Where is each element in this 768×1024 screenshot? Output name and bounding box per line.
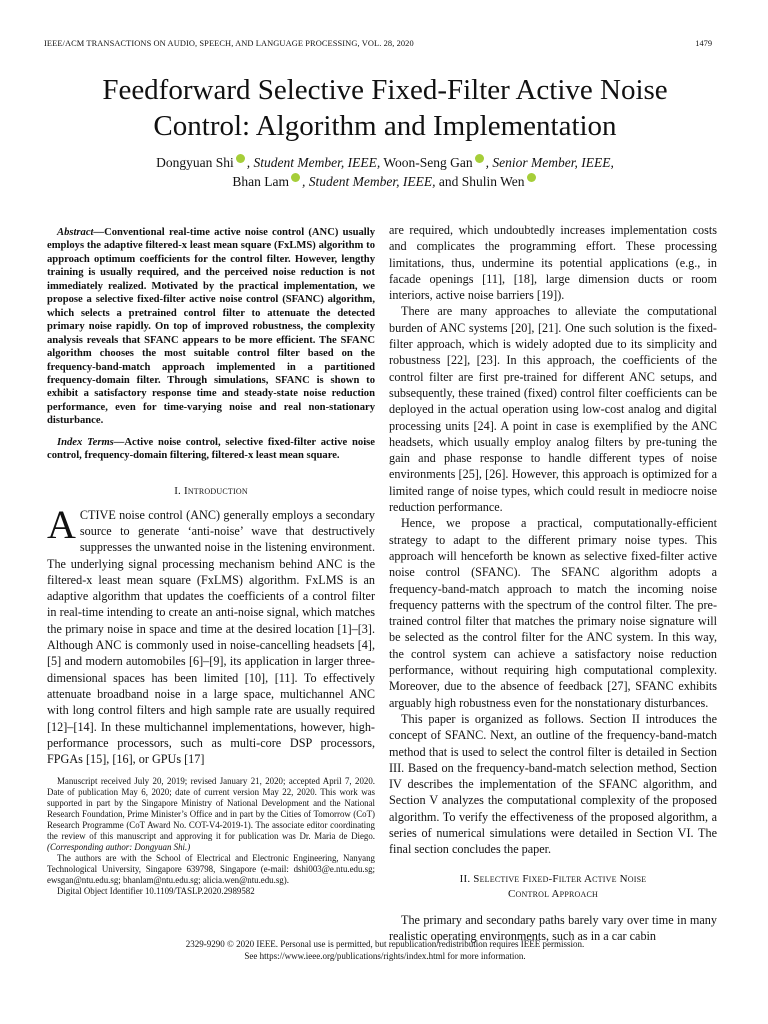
- right-column: [389, 222, 717, 944]
- page-number: 1479: [695, 39, 712, 48]
- author-name: Dongyuan Shi: [156, 155, 234, 170]
- author-list: [40, 153, 730, 191]
- footnote-manuscript-text: Manuscript received July 20, 2019; revised January 21, 2020; accepted April 7, 2020. Date of publication May 6, 2020; date of current version May 22, 2020. This work was supported in part by the Singapore Ministry of National Development and the National Research Foundation, Prime Minister’s Office and in part by the Cities of Tomorrow (CoT) Research Programme (CoT Award No. COT-V4-2019-1). The associate editor coordinating the review of this manuscript and approving it for publication was Dr. Maria de Diego.: [47, 776, 375, 841]
- running-header: IEEE/ACM TRANSACTIONS ON AUDIO, SPEECH, AND LANGUAGE PROCESSING, VOL. 28, 2020: [44, 39, 414, 48]
- intro-paragraph: [47, 501, 375, 768]
- title-line-1: Feedforward Selective Fixed-Filter Active Noise: [102, 74, 668, 106]
- paragraph: are required, which undoubtedly increases implementation costs and complicates the programming effort. These processing limitations, thus, undermine its potential applications (e.g., in facade openings [11], [18], large dimension ducts or room interiors, active noise barriers [19]).: [389, 223, 717, 303]
- paragraph: The primary and secondary paths barely vary over time in many realistic operating environments, such as in a car cabin: [389, 912, 717, 943]
- footnote-manuscript: [47, 776, 375, 853]
- index-terms-lead: Index Terms—: [57, 436, 125, 448]
- drop-cap: A: [47, 501, 76, 547]
- section-heading-line-1: [389, 872, 717, 887]
- index-terms-text: Active noise control, selective fixed-filter active noise control, frequency-domain filtering, filtered-x least mean square.: [47, 436, 375, 462]
- footnote: [47, 776, 375, 897]
- section-numeral: II.: [459, 872, 471, 885]
- paragraph: There are many approaches to alleviate the computational burden of ANC systems [20], [21]. One such solution is the fixed-filter approach, which is widely adopted due to its simplicity and robustness [22], [23]. In this approach, the coefficients of the control filter are first pre-trained for different ANC setups, and subsequently, these trained (fixed) control filter coefficients can be deployed in the actual operation using low-cost analog and digital processing units [24]. A point in case is exemplified by the ANC headsets, which usually employ analog filters by pre-tuning the gain and phase response to handle different types of noise environments [25], [26]. However, this approach is optimized for a limited range of noise types, which could result in mediocre noise reduction performance.: [389, 304, 717, 515]
- orcid-icon[interactable]: [291, 173, 300, 182]
- author-name: Bhan Lam: [232, 174, 290, 189]
- section-numeral: I.: [174, 484, 182, 497]
- abstract-lead: Abstract—: [57, 227, 105, 238]
- copyright-line-1: 2329-9290 © 2020 IEEE. Personal use is permitted, but republication/redistribution requires IEEE permission.: [185, 939, 585, 949]
- orcid-icon[interactable]: [475, 154, 484, 163]
- orcid-icon[interactable]: [236, 154, 245, 163]
- author-membership: , Student Member, IEEE,: [302, 174, 436, 189]
- author-name: Woon-Seng Gan: [380, 155, 473, 170]
- paragraph: This paper is organized as follows. Section II introduces the concept of SFANC. Next, an outline of the frequency-band-match method that is used to select the control filter is detailed in Section III. Based on the frequency-band-match selection method, Section IV describes the implementation of the SFANC algorithm, and Section V analyzes the computational complexity of the proposed algorithm. To verify the effectiveness of the proposed algorithm, a series of numerical simulations were detailed in Section VI. The final section concludes the paper.: [389, 711, 717, 857]
- left-column: [47, 222, 375, 767]
- section-heading: [389, 872, 717, 902]
- author-line-2: [40, 172, 730, 191]
- copyright-line-2: See https://www.ieee.org/publications/rights/index.html for more information.: [244, 950, 526, 961]
- paragraph: Hence, we propose a practical, computationally-efficient strategy to adapt to the different primary noise types. This approach will henceforth be known as selective fixed-filter active noise control (SFANC). The SFANC algorithm adopts a frequency-band-match approach to match the incoming noise frequency patterns with the spectrum of the control filter. The pre-trained control filter that matches the primary noise signature will be selected as the control filter for the ANC system. In this way, the control system can achieve a satisfactory noise reduction performance, without requiring high computational complexity. Moreover, due to the absence of feedback [27], SFANC exhibits arguably high robustness even for the nonstationary disturbances.: [389, 516, 717, 710]
- author-name: and Shulin Wen: [435, 174, 525, 189]
- paper-title: [40, 72, 730, 144]
- author-line-1: [40, 153, 730, 172]
- section-heading-line-2: Control Approach: [508, 887, 598, 900]
- author-membership: , Senior Member, IEEE,: [485, 155, 614, 170]
- section-heading: [47, 485, 375, 497]
- author-membership: , Student Member, IEEE,: [246, 155, 381, 170]
- abstract: [47, 226, 375, 428]
- copyright-notice: [40, 939, 730, 962]
- corresponding-author: (Corresponding author: Dongyuan Shi.): [47, 842, 191, 852]
- footnote-affiliation: The authors are with the School of Electrical and Electronic Engineering, Nanyang Technological University, Singapore 639798, Singapore (e-mail: dshi003@e.ntu.edu.sg; ewsgan@ntu.edu.sg; bhanlam@ntu.edu.sg; alicia.wen@ntu.edu.sg).: [47, 853, 375, 885]
- intro-text: CTIVE noise control (ANC) generally employs a secondary source to generate ‘anti-noise’ wave that destructively suppresses the unwanted noise in the listening environment. The underlying signal processing mechanism behind ANC is the filtered-x least mean square (FxLMS) algorithm. FxLMS is an adaptive algorithm that updates the coefficients of a control filter in real-time intending to create an anti-noise signal, which matches the primary noise in space and time at the desired location [1]–[3]. Although ANC is commonly used in noise-cancelling headsets [4], [5] and modern automobiles [6]–[9], its application in larger three-dimensional spaces has been limited [10], [11]. To effectively attenuate broadband noise in a large space, multichannel ANC with long control filters and high sample rate are usually required [12]–[14]. In these multichannel implementations, however, high-performance processors, such as multi-core DSP processors, FPGAs [15], [16], or GPUs [17]: [47, 507, 375, 767]
- index-terms: [47, 436, 375, 463]
- footnote-doi: Digital Object Identifier 10.1109/TASLP.2020.2989582: [57, 886, 255, 896]
- orcid-icon[interactable]: [527, 173, 536, 182]
- section-title: Introduction: [183, 484, 248, 497]
- section-title: Selective Fixed-Filter Active Noise: [473, 872, 647, 885]
- abstract-text: Conventional real-time active noise control (ANC) usually employs the adaptive filtered-x least mean square (FxLMS) algorithm to approach optimum coefficients for the control filter. However, lengthy training is usually required, and the perceived noise reduction is not immediately realized. Motivated by the practical implementation, we propose a selective fixed-filter active noise control (SFANC) algorithm, which selects a pretrained control filter to attenuate the detected primary noise rapidly. On top of improved robustness, the complexity analysis reveals that SFANC appears to be more efficient. The SFANC algorithm chooses the most suitable control filter based on the frequency-band-match approach implemented in a partitioned frequency-domain filter. Through simulations, SFANC is shown to exhibit a satisfactory response time and steady-state noise reduction performance, even for time-varying noise and real non-stationary disturbance.: [47, 227, 375, 427]
- title-line-2: Control: Algorithm and Implementation: [153, 110, 617, 142]
